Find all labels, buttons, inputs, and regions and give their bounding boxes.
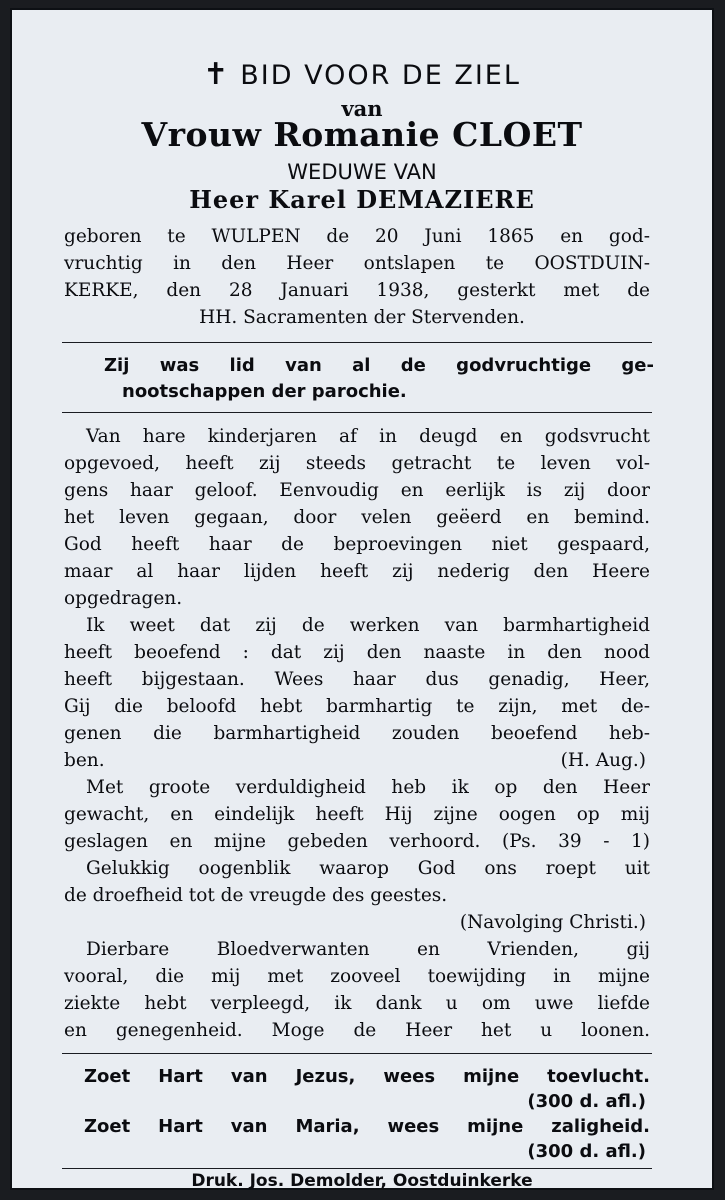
membership-line: nootschappen der parochie. <box>122 381 407 402</box>
divider <box>62 1053 652 1054</box>
text-line: maar al haar lijden heeft zij nederig den Heere <box>64 561 650 582</box>
deceased-name: Vrouw Romanie CLOET <box>141 115 583 154</box>
printer-credit: Druk. Jos. Demolder, Oostduinkerke <box>191 1171 533 1191</box>
indulgence-label: (300 d. afl.) <box>527 1091 646 1112</box>
memorial-card <box>10 8 714 1190</box>
prayer-heading <box>12 57 712 92</box>
prayer-line: Zoet Hart van Jezus, wees mijne toevlucht. <box>84 1066 650 1087</box>
divider <box>62 342 652 343</box>
birth-line: geboren te WULPEN de 20 Juni 1865 en god- <box>64 226 650 247</box>
prayer-line: Zoet Hart van Maria, wees mijne zaligheid. <box>84 1116 650 1137</box>
text-line: gens haar geloof. Eenvoudig en eerlijk is zij door <box>64 480 650 501</box>
text-line: Van hare kinderjaren af in deugd en godsvrucht <box>86 426 650 447</box>
text-line: geslagen en mijne gebeden verhoord. (Ps. 39 - 1) <box>64 831 650 852</box>
citation: (H. Aug.) <box>560 750 646 771</box>
birth-line: HH. Sacramenten der Stervenden. <box>199 307 525 328</box>
text-line: Met groote verduldigheid heb ik op den Heer <box>86 777 650 798</box>
text-line: ben. <box>64 750 105 771</box>
cross-icon: ✝ <box>203 57 231 92</box>
text-line: God heeft haar de beproevingen niet gespaard, <box>64 534 650 555</box>
text-line: genen die barmhartigheid zouden beoefend heb- <box>64 723 650 744</box>
heading-text: BID VOOR DE ZIEL <box>240 60 521 91</box>
van-label: van <box>341 96 383 121</box>
indulgence-label: (300 d. afl.) <box>527 1141 646 1162</box>
divider <box>62 1168 652 1169</box>
widow-of-label: WEDUWE VAN <box>287 160 437 184</box>
text-line: Gelukkig oogenblik waarop God ons roept uit <box>86 858 650 879</box>
text-line: Gij die beloofd hebt barmhartig te zijn, met de- <box>64 696 650 717</box>
text-line: Ik weet dat zij de werken van barmhartigheid <box>86 615 650 636</box>
text-line: opgedragen. <box>64 588 183 609</box>
text-line: en genegenheid. Moge de Heer het u loonen. <box>64 1020 650 1041</box>
membership-line: Zij was lid van al de godvruchtige ge- <box>104 355 654 376</box>
birth-line: vruchtig in den Heer ontslapen te OOSTDUIN- <box>64 253 650 274</box>
text-line: vooral, die mij met zooveel toewijding in mijne <box>64 966 650 987</box>
husband-name: Heer Karel DEMAZIERE <box>189 185 535 214</box>
text-line: de droefheid tot de vreugde des geestes. <box>64 885 448 906</box>
divider <box>62 412 652 413</box>
text-line: het leven gegaan, door velen geëerd en bemind. <box>64 507 650 528</box>
text-line: gewacht, en eindelijk heeft Hij zijne oogen op mij <box>64 804 650 825</box>
text-line: Dierbare Bloedverwanten en Vrienden, gij <box>86 939 650 960</box>
citation: (Navolging Christi.) <box>459 912 646 933</box>
text-line: opgevoed, heeft zij steeds getracht te leven vol- <box>64 453 650 474</box>
text-line: heeft beoefend : dat zij den naaste in den nood <box>64 642 650 663</box>
birth-line: KERKE, den 28 Januari 1938, gesterkt met de <box>64 280 650 301</box>
text-line: heeft bijgestaan. Wees haar dus genadig, Heer, <box>64 669 650 690</box>
text-line: ziekte hebt verpleegd, ik dank u om uwe liefde <box>64 993 650 1014</box>
